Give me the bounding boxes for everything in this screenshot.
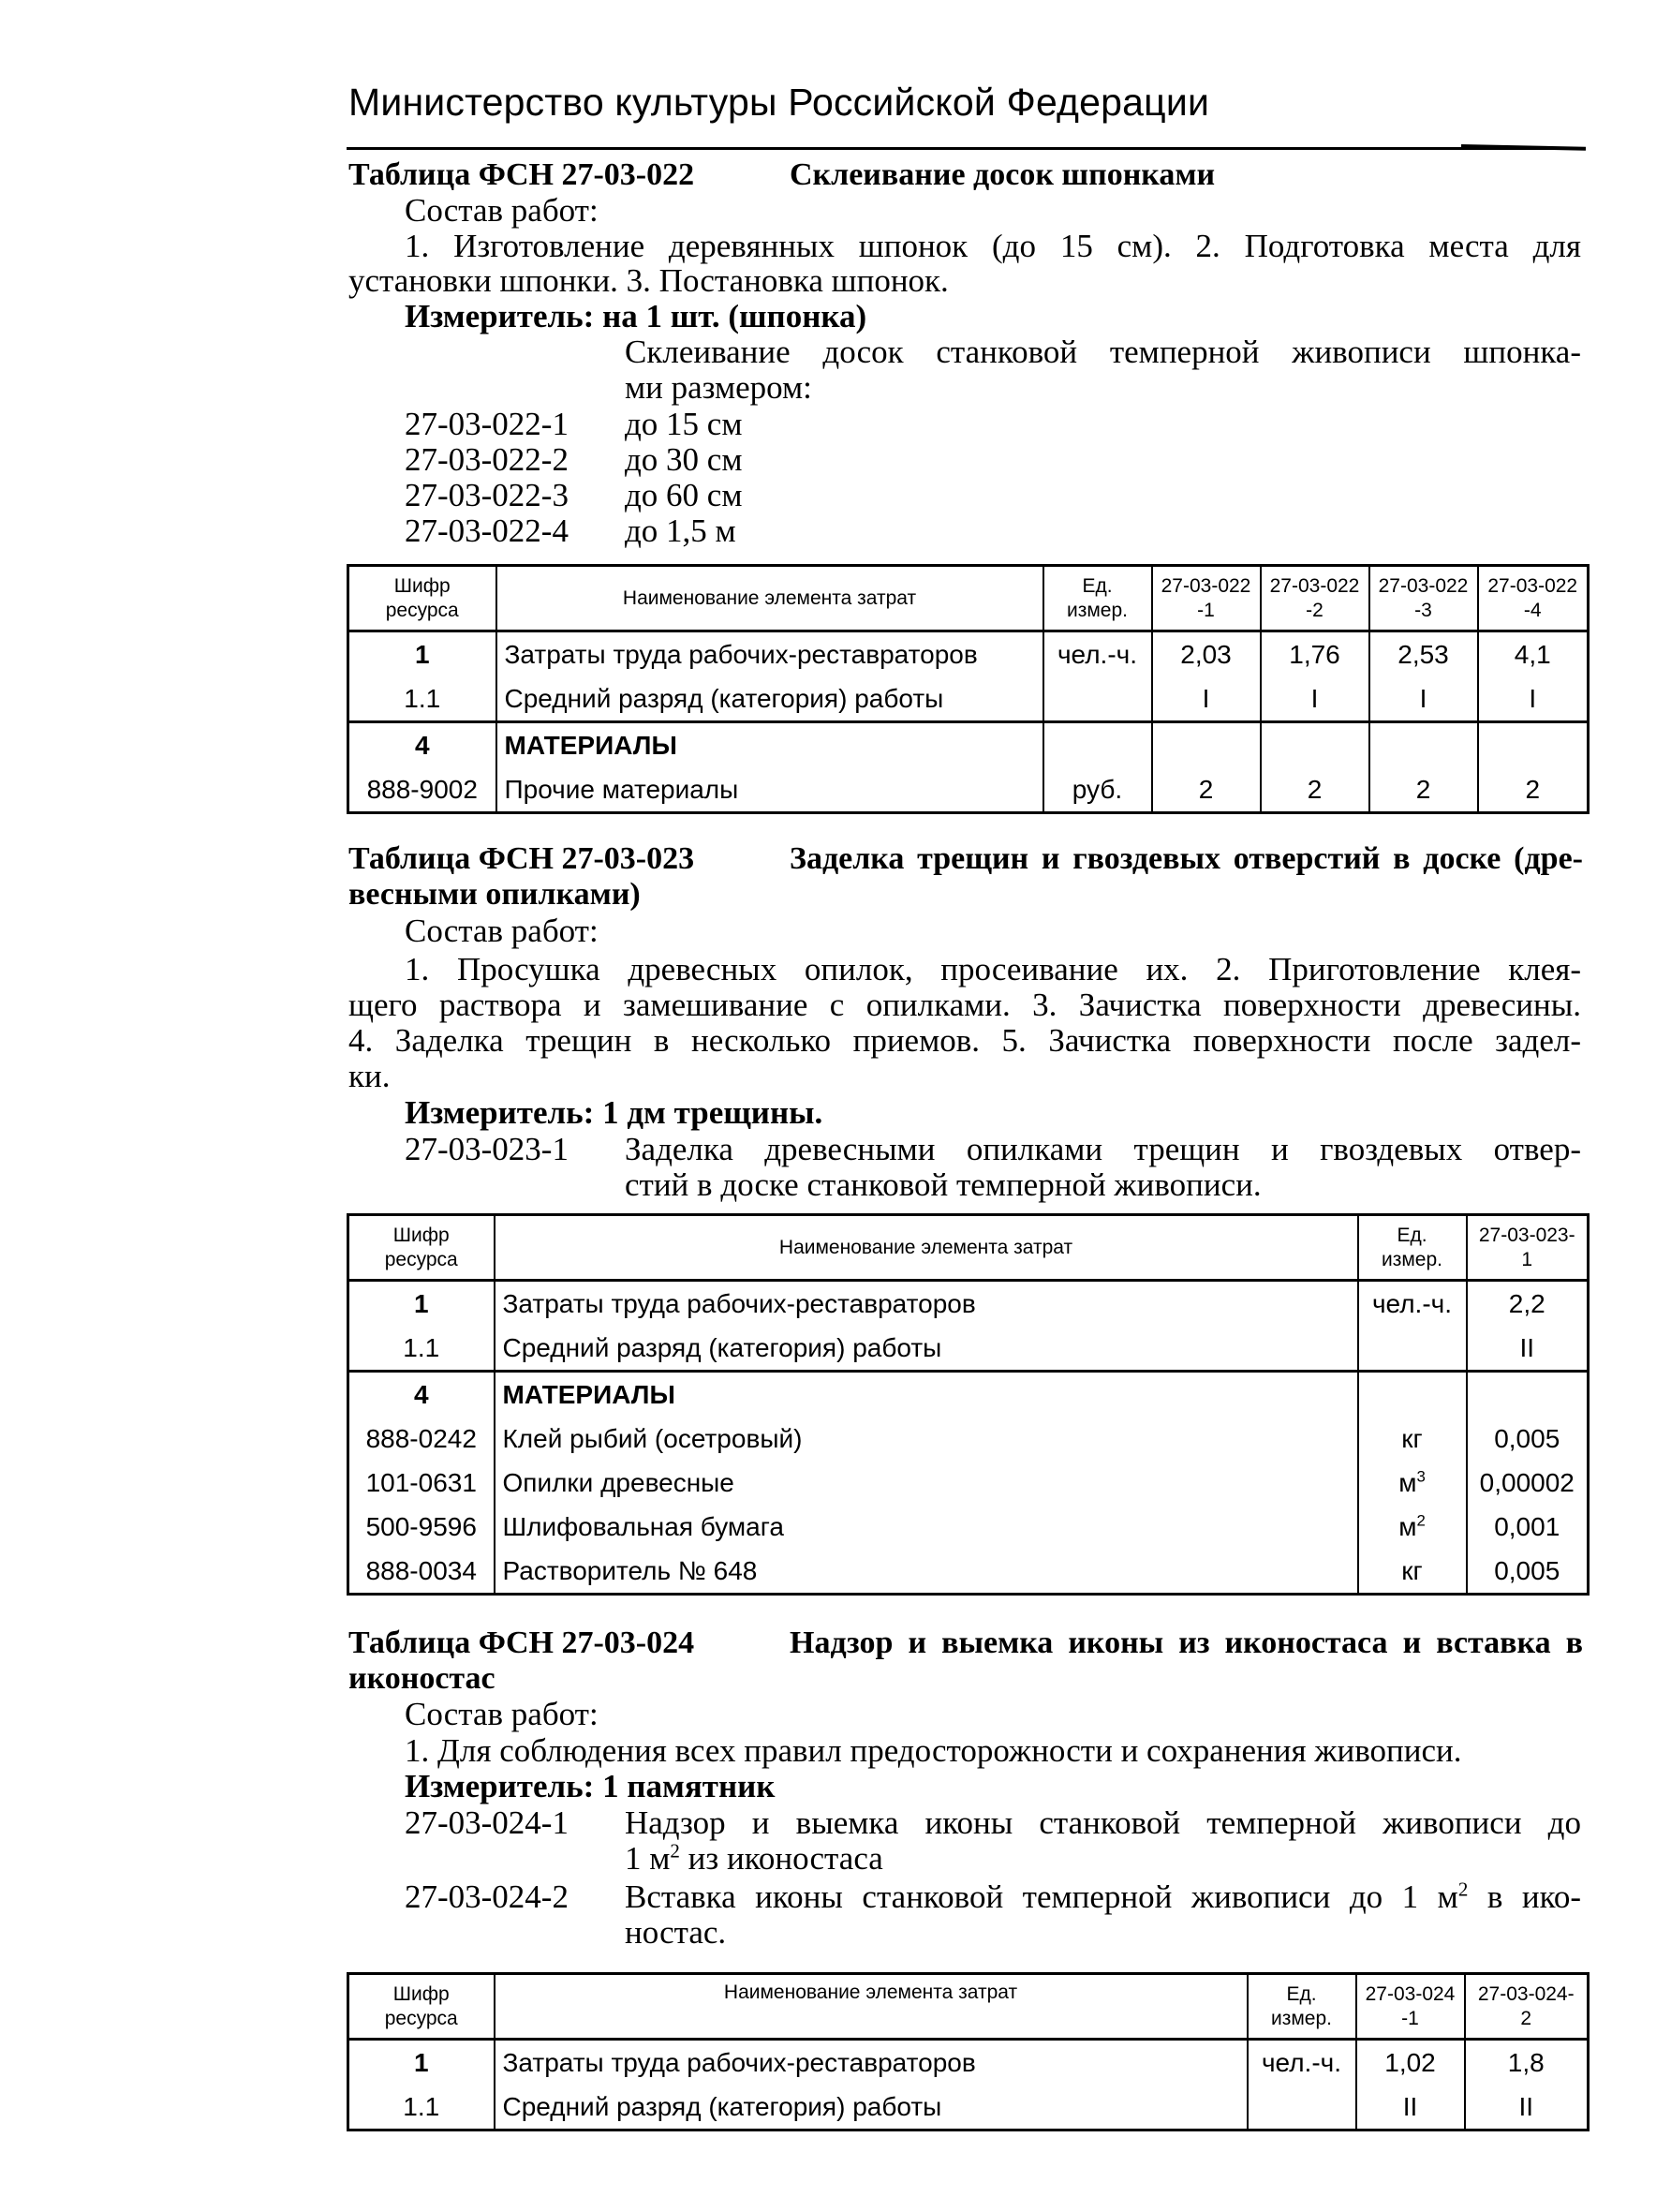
item-code: 27-03-023-1 bbox=[405, 1131, 569, 1167]
header-code: Шифр ресурса bbox=[348, 566, 496, 631]
section-2-work-line-1: 1. Просушка древесных опилок, просеивание их. 2. Приготовление клея- bbox=[405, 951, 1581, 987]
section-2-work-line-3: 4. Заделка трещин в несколько приемов. 5. Зачистка поверхности после задел- bbox=[348, 1022, 1581, 1059]
item-text: до 30 см bbox=[625, 441, 743, 478]
row-value: 2 bbox=[1369, 767, 1478, 813]
row-code: 1 bbox=[348, 631, 496, 677]
table-header-row bbox=[348, 566, 1589, 631]
row-name: Клей рыбий (осетровый) bbox=[495, 1417, 1358, 1461]
table-row bbox=[348, 1326, 1589, 1372]
section-2-measure: Измеритель: 1 дм трещины. bbox=[405, 1094, 823, 1131]
row-unit bbox=[1358, 1461, 1467, 1505]
section-2-work-line-2: щего раствора и замешивание с опилками. 3. Зачистка поверхности древесины. bbox=[348, 987, 1581, 1023]
table-row bbox=[348, 2040, 1589, 2086]
row-value: 1,8 bbox=[1465, 2040, 1589, 2086]
row-name: МАТЕРИАЛЫ bbox=[495, 1372, 1358, 1418]
table-row bbox=[348, 767, 1589, 813]
header-code: Шифр ресурса bbox=[348, 1974, 495, 2040]
row-name: Затраты труда рабочих-реставраторов bbox=[495, 2040, 1248, 2086]
row-unit bbox=[1358, 1372, 1467, 1418]
item-text: до 1,5 м bbox=[625, 512, 736, 549]
row-value: 2,03 bbox=[1152, 631, 1261, 677]
row-value: 0,001 bbox=[1467, 1505, 1589, 1549]
row-value bbox=[1152, 722, 1261, 768]
header-col: 27-03-022-2 bbox=[1261, 566, 1369, 631]
row-value: 4,1 bbox=[1478, 631, 1589, 677]
unit-base: м bbox=[1398, 1511, 1417, 1541]
row-name: Растворитель № 648 bbox=[495, 1549, 1358, 1595]
row-code: 500-9596 bbox=[348, 1505, 495, 1549]
section-3-title-line-2: иконостас bbox=[348, 1661, 495, 1696]
section-1-composition-label: Состав работ: bbox=[405, 192, 599, 229]
section-3-measure: Измеритель: 1 памятник bbox=[405, 1768, 776, 1804]
row-name: МАТЕРИАЛЫ bbox=[496, 722, 1043, 768]
row-value: 1,02 bbox=[1356, 2040, 1465, 2086]
row-code: 888-0242 bbox=[348, 1417, 495, 1461]
row-value: II bbox=[1465, 2085, 1589, 2130]
row-value bbox=[1369, 722, 1478, 768]
row-unit: руб. bbox=[1043, 767, 1152, 813]
row-name: Средний разряд (категория) работы bbox=[495, 1326, 1358, 1372]
header-col: 27-03-022-3 bbox=[1369, 566, 1478, 631]
item-code: 27-03-024-2 bbox=[405, 1878, 569, 1915]
row-code: 1 bbox=[348, 2040, 495, 2086]
row-value: I bbox=[1261, 676, 1369, 722]
unit-exponent: 2 bbox=[670, 1839, 680, 1863]
section-1-work-line-1: 1. Изготовление деревянных шпонок (до 15 см). 2. Подготовка места для bbox=[405, 228, 1581, 264]
row-value: 0,00002 bbox=[1467, 1461, 1589, 1505]
item-text-line-1: Надзор и выемка иконы станковой темперной живописи до bbox=[625, 1804, 1581, 1841]
header-name: Наименование элемента затрат bbox=[495, 1974, 1248, 2040]
table-row bbox=[348, 1372, 1589, 1418]
section-1-work-line-2: установки шпонки. 3. Постановка шпонок. bbox=[348, 262, 949, 299]
row-name: Шлифовальная бумага bbox=[495, 1505, 1358, 1549]
table-row bbox=[348, 722, 1589, 768]
row-name: Затраты труда рабочих-реставраторов bbox=[496, 631, 1043, 677]
cost-table-023 bbox=[347, 1213, 1590, 1596]
table-row bbox=[348, 1461, 1589, 1505]
table-row bbox=[348, 1281, 1589, 1327]
row-unit: чел.-ч. bbox=[1358, 1281, 1467, 1327]
section-1-intro-line-2: ми размером: bbox=[625, 369, 812, 406]
section-1-intro-line-1: Склеивание досок станковой темперной живописи шпонка- bbox=[625, 334, 1581, 370]
row-unit bbox=[1358, 1505, 1467, 1549]
section-1-measure: Измеритель: на 1 шт. (шпонка) bbox=[405, 298, 867, 334]
row-name: Опилки древесные bbox=[495, 1461, 1358, 1505]
row-value bbox=[1478, 722, 1589, 768]
row-code: 1.1 bbox=[348, 676, 496, 722]
header-unit: Ед. измер. bbox=[1358, 1215, 1467, 1281]
table-row bbox=[348, 1417, 1589, 1461]
section-1-table-id: Таблица ФСН 27-03-022 bbox=[348, 157, 695, 192]
row-code: 4 bbox=[348, 722, 496, 768]
header-name: Наименование элемента затрат bbox=[496, 566, 1043, 631]
row-value: I bbox=[1152, 676, 1261, 722]
item-text: до 15 см bbox=[625, 406, 743, 442]
item-text-line-1: Вставка иконы станковой темперной живописи до 1 $м^2$ в ико- bbox=[625, 1878, 1581, 1915]
row-unit bbox=[1043, 676, 1152, 722]
row-code: 888-9002 bbox=[348, 767, 496, 813]
table-header-row bbox=[348, 1215, 1589, 1281]
table-row bbox=[348, 631, 1589, 677]
row-unit: чел.-ч. bbox=[1248, 2040, 1356, 2086]
row-value: 2 bbox=[1478, 767, 1589, 813]
header-code: Шифр ресурса bbox=[348, 1215, 495, 1281]
item-code: 27-03-022-2 bbox=[405, 441, 569, 478]
header-unit: Ед. измер. bbox=[1043, 566, 1152, 631]
unit-exponent: 3 bbox=[1416, 1467, 1426, 1486]
row-name: Затраты труда рабочих-реставраторов bbox=[495, 1281, 1358, 1327]
row-unit bbox=[1248, 2085, 1356, 2130]
row-value bbox=[1467, 1372, 1589, 1418]
header-col: 27-03-023-1 bbox=[1467, 1215, 1589, 1281]
item-code: 27-03-022-1 bbox=[405, 406, 569, 442]
header-col: 27-03-024-1 bbox=[1356, 1974, 1465, 2040]
item-code: 27-03-024-1 bbox=[405, 1804, 569, 1841]
section-3-work-line-1: 1. Для соблюдения всех правил предосторожности и сохранения живописи. bbox=[405, 1732, 1462, 1769]
row-value: 2 bbox=[1261, 767, 1369, 813]
section-2-composition-label: Состав работ: bbox=[405, 913, 599, 949]
section-3-table-id: Таблица ФСН 27-03-024 bbox=[348, 1626, 695, 1660]
row-code: 1.1 bbox=[348, 2085, 495, 2130]
item-text-line-1: Заделка древесными опилками трещин и гвоздевых отвер- bbox=[625, 1131, 1581, 1167]
header-name: Наименование элемента затрат bbox=[495, 1215, 1358, 1281]
section-2-title-line-1: Заделка трещин и гвоздевых отверстий в доске (дре- bbox=[790, 841, 1583, 876]
header-col: 27-03-022-4 bbox=[1478, 566, 1589, 631]
row-code: 1 bbox=[348, 1281, 495, 1327]
item-text-line-2: ностас. bbox=[625, 1914, 727, 1951]
row-value: 0,005 bbox=[1467, 1417, 1589, 1461]
row-unit bbox=[1043, 722, 1152, 768]
unit-base: м bbox=[1398, 1467, 1417, 1497]
item-code: 27-03-022-3 bbox=[405, 477, 569, 513]
header-col: 27-03-022-1 bbox=[1152, 566, 1261, 631]
row-code: 1.1 bbox=[348, 1326, 495, 1372]
section-1-title: Склеивание досок шпонками bbox=[790, 157, 1216, 192]
table-row bbox=[348, 2085, 1589, 2130]
header-unit: Ед. измер. bbox=[1248, 1974, 1356, 2040]
row-value: 0,005 bbox=[1467, 1549, 1589, 1595]
section-3-composition-label: Состав работ: bbox=[405, 1696, 599, 1732]
row-code: 888-0034 bbox=[348, 1549, 495, 1595]
row-value bbox=[1261, 722, 1369, 768]
section-2-table-id: Таблица ФСН 27-03-023 bbox=[348, 841, 695, 876]
section-3-title-line-1: Надзор и выемка иконы из иконостаса и вставка в bbox=[790, 1626, 1583, 1660]
section-2-work-line-4: ки. bbox=[348, 1058, 391, 1094]
cost-table-022 bbox=[347, 564, 1590, 814]
unit-exponent: 2 bbox=[1457, 1878, 1469, 1901]
row-unit: чел.-ч. bbox=[1043, 631, 1152, 677]
row-value: 2 bbox=[1152, 767, 1261, 813]
row-code: 101-0631 bbox=[348, 1461, 495, 1505]
row-name: Средний разряд (категория) работы bbox=[495, 2085, 1248, 2130]
header-col: 27-03-024-2 bbox=[1465, 1974, 1589, 2040]
item-text-line-2: 1 $м^2$ из иконостаса bbox=[625, 1839, 883, 1877]
row-value: 2,53 bbox=[1369, 631, 1478, 677]
row-value: I bbox=[1478, 676, 1589, 722]
row-value: 1,76 bbox=[1261, 631, 1369, 677]
row-value: I bbox=[1369, 676, 1478, 722]
row-name: Средний разряд (категория) работы bbox=[496, 676, 1043, 722]
table-header-row bbox=[348, 1974, 1589, 2040]
unit-exponent: 2 bbox=[1416, 1511, 1426, 1530]
table-row bbox=[348, 676, 1589, 722]
item-text: до 60 см bbox=[625, 477, 743, 513]
item-text-line-2: стий в доске станковой темперной живописи. bbox=[625, 1166, 1262, 1203]
row-value: 2,2 bbox=[1467, 1281, 1589, 1327]
row-name: Прочие материалы bbox=[496, 767, 1043, 813]
page-header: Министерство культуры Российской Федерации bbox=[348, 81, 1210, 124]
row-unit: кг bbox=[1358, 1417, 1467, 1461]
header-rule bbox=[347, 147, 1586, 150]
row-value: II bbox=[1467, 1326, 1589, 1372]
table-row bbox=[348, 1549, 1589, 1595]
item-code: 27-03-022-4 bbox=[405, 512, 569, 549]
row-unit: кг bbox=[1358, 1549, 1467, 1595]
row-code: 4 bbox=[348, 1372, 495, 1418]
row-value: II bbox=[1356, 2085, 1465, 2130]
row-unit bbox=[1358, 1326, 1467, 1372]
cost-table-024 bbox=[347, 1972, 1590, 2131]
section-2-title-line-2: весными опилками) bbox=[348, 877, 641, 912]
table-row bbox=[348, 1505, 1589, 1549]
